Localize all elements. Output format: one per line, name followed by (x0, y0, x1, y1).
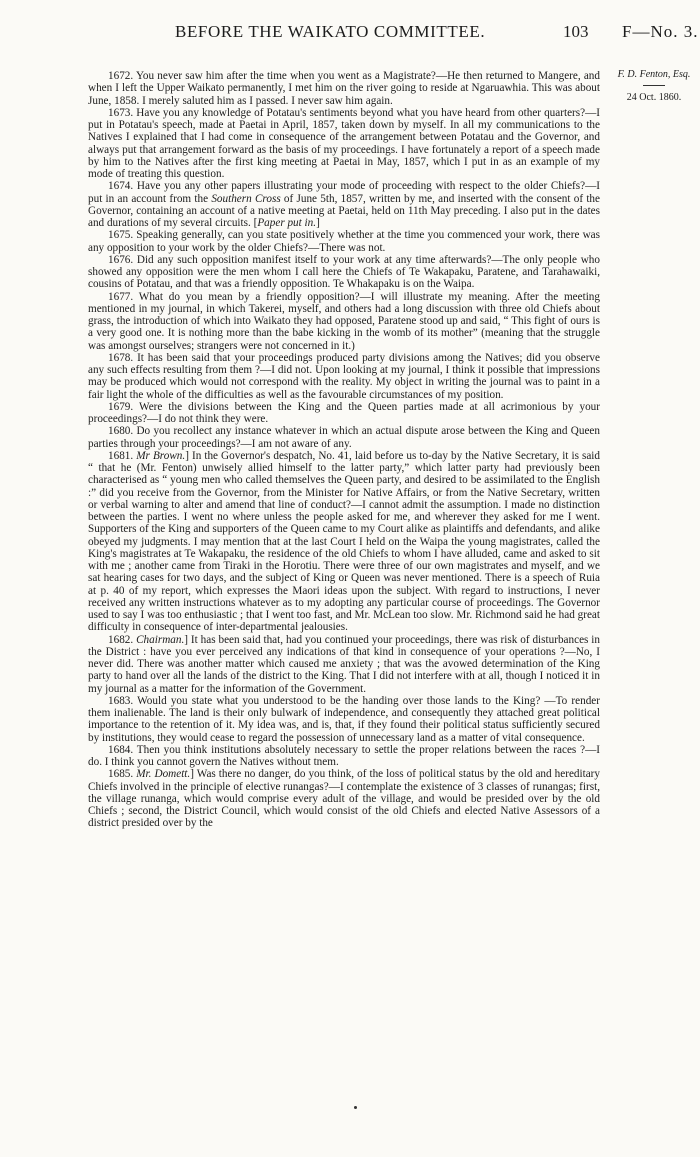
question-1682 (88, 634, 600, 695)
question-1677: 1677. What do you mean by a friendly opposition?—I will illustrate my meaning. After the meeting mentioned in my journal, in which Takerei, myself, and others had a long discussion with three old Chiefs about grass, the introduction of which into Waikato they had opposed, Paratene stood up and said, “ This fight of ours is a very good one. It is nothing more than the babe kicking in the womb of its mother” (meaning that the struggle was amongst ourselves; strangers were not concerned in it.) (88, 290, 600, 352)
question-1684: 1684. Then you think institutions absolutely necessary to settle the proper relations between the races ?—I do. I think you cannot govern the Natives without tnem. (88, 743, 600, 768)
evidence-date: 24 Oct. 1860. (626, 92, 682, 103)
question-1680: 1680. Do you recollect any instance whatever in which an actual dispute arose between the King and Queen parties through your proceedings?—I am not aware of any. (88, 425, 600, 450)
margin-rule (643, 85, 665, 86)
question-1678: 1678. It has been said that your proceedings produced party divisions among the Natives; did you observe any such effects resulting from them ?—I did not. Upon looking at my journal, I think it possible that impressions may be produced which would not correspond with the reality. My object in writing the journal was to paint in a fair light the whole of the difficulties as well as the favourable circumstances of my position. (88, 351, 600, 401)
running-header (0, 22, 700, 46)
q1674-text-c: ] (316, 217, 320, 229)
question-1679: 1679. Were the divisions between the King and the Queen parties made at all acrimonious by your proceedings?—I do not think they were. (88, 400, 600, 425)
page-title: BEFORE THE WAIKATO COMMITTEE. (175, 22, 486, 41)
evidence-body (88, 70, 600, 830)
question-1673: 1673. Have you any knowledge of Potatau's sentiments beyond what you have heard from other quarters?—I put in Potatau's speech, made at Paetai in April, 1857, taken down by myself. In all my communications to the Natives I explained that I had come in consequence of the arrangement between Potatau and the Governor, and always put that arrangement forward as the basis of my proceedings. I have fortunately a report of a speech made by him to the Natives after the first king meeting at Paetai in May, 1857, which I put in as an example of my mode of treating this question. (88, 106, 600, 180)
question-1681 (88, 450, 600, 634)
question-1676: 1676. Did any such opposition manifest itself to your work at any time afterwards?—The only people who showed any opposition were the men whom I call here the Chiefs of Te Wakapaku, Paratene, and Tarahawaiki, cousins of Potatau, and that was a friendly opposition. Te Whakapaku is on the Waipa. (88, 253, 600, 291)
witness-name: F. D. Fenton, Esq. (617, 69, 691, 80)
question-1672: 1672. You never saw him after the time when you went as a Magistrate?—He then returned to Mangere, and when I left the Upper Waikato permanently, I met him on the river going to reside at Ngaruawhia. This was about June, 1858. I merely saluted him as I passed. I never saw him again. (88, 70, 600, 107)
document-series: F—No. 3. (622, 22, 699, 41)
q1681-text-a: 1681. (108, 449, 137, 462)
q1682-text-a: 1682. (108, 633, 137, 646)
q1682-speaker: Chairman. (136, 633, 185, 646)
q1674-paper-note: Paper put in. (257, 217, 317, 229)
question-1685 (88, 768, 600, 829)
question-1675: 1675. Speaking generally, can you state positively whether at the time you commenced your work, there was any opposition to your work by the older Chiefs?—There was not. (88, 229, 600, 254)
q1681-speaker: Mr Brown. (136, 449, 186, 462)
question-1674 (88, 180, 600, 229)
q1674-newspaper: Southern Cross (211, 192, 281, 205)
q1681-text-b: ] In the Governor's despatch, No. 41, laid before us to-day by the Native Secretary, it is said “ that he (Mr. Fenton) unwisely allied himself to the latter party,” which latter party had previously been characterised as “ young men who called themselves the Queen party, and desired to be assimilated to the English :” did you receive from the Governor, from the Minister for Native Affairs, or from the Native Secretary, written or verbal warning to alter and amend that line of conduct?—I cannot admit the assumption. I made no distinction between the parties. I went no where unless the people asked for me, and wherever they asked for me I went. Supporters of the King and supporters of the Queen came to my Court alike as plaintiffs and defendants, and alike obeyed my judgments. I may mention that at the last Court I held on the Waipa the young magistrates, called the King's magistrates at Te Wakapaku, the residence of the old Chiefs to whom I have alluded, came and asked to sit with me ; another came from Tiraki in the Horotiu. There were three of our own magistrates and myself, and we sat hearing cases for two days, and the subject of King or Queen was never mentioned. There is a speech of Ruia at p. 40 of my report, which expresses the Maori ideas upon the subject. With regard to instructions, I never received any written instructions whatever as to my adopting any particular course of proceedings. The Governor used to say I was too enthusiastic ; that I went too fast, and Mr. McLean too slow. Mr. Richmond said he had great difficulty in consequence of inter-departmental jealousies. (88, 449, 600, 634)
q1685-text-b: ] Was there no danger, do you think, of the loss of political status by the old and hereditary Chiefs involved in the principle of elective runangas?—I contemplate the existence of 3 classes of runangas; first, the village runanga, which would comprise every adult of the village, and would be presided over by the old Chiefs ; second, the District Council, which would consist of the old Chiefs and elected Native Assessors of a district presided over by the (88, 768, 601, 830)
page-number: 103 (563, 22, 589, 41)
q1674-text-b: of June 5th, 1857, written by me, and inserted with the consent of the Governor, containing an account of a native meeting at Paetai, held on 11th May preceding. I also put in the dates and durations of my several circuits. [ (88, 192, 600, 229)
q1682-text-b: ] It has been said that, had you continued your proceedings, there was risk of disturbances in the District : have you ever perceived any indications of that kind in consequence of your operations ?—No, I never did. There was another matter which caused me anxiety ; that was the avowed determination of the King party to hand over all the lands of the district to the King. That I did not interfere with at all, though I noticed it in my journal as a matter for the information of the Government. (88, 633, 601, 695)
q1685-speaker: Mr. Domett. (136, 768, 191, 781)
q1685-text-a: 1685. (108, 768, 137, 781)
question-1683: 1683. Would you state what you understood to be the handing over those lands to the King? —To render them inalienable. The land is their only bulwark of independence, and consequently they attached great political importance to the retention of it. My idea was, and is, that, if they found their political status sufficiently secured by institutions, they would cease to regard the possession of unnecessary land as a matter of vital consequence. (88, 694, 600, 744)
margin-note (610, 68, 698, 104)
q1674-text-a: 1674. Have you any other papers illustrating your mode of proceeding with respect to the older Chiefs?—I put in an account from the (88, 180, 600, 205)
printer-mark (354, 1106, 357, 1109)
